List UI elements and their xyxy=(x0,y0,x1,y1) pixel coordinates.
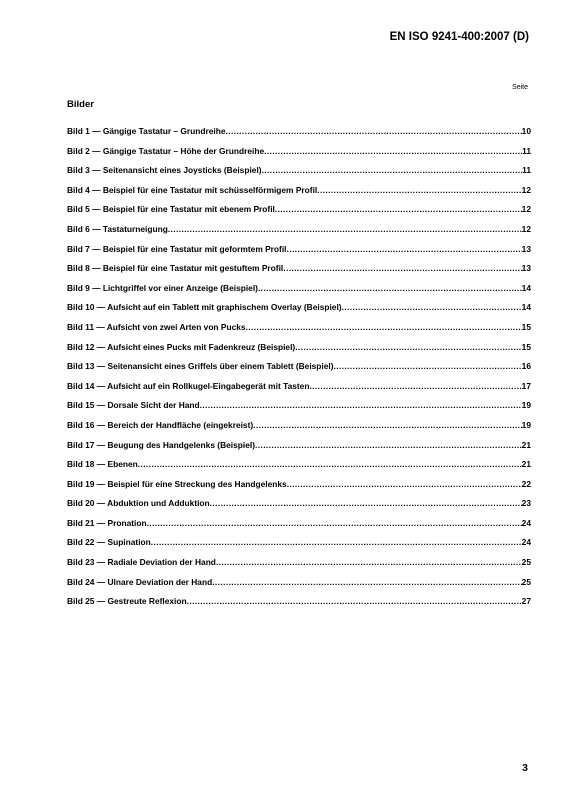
toc-entry-page: 25 xyxy=(521,557,531,568)
toc-entry-page: 12 xyxy=(521,184,531,195)
toc-entry[interactable] xyxy=(67,479,531,499)
toc-entry-page: 16 xyxy=(521,361,531,372)
toc-entry[interactable] xyxy=(67,361,531,381)
toc-entry-page: 14 xyxy=(521,302,531,313)
toc-entry-page: 21 xyxy=(521,439,531,450)
toc-entry[interactable] xyxy=(67,204,531,224)
dot-leader xyxy=(258,283,522,293)
toc-entry-page: 17 xyxy=(521,380,531,391)
toc-entry-label: Bild 25 — Gestreute Reflexion xyxy=(67,596,187,607)
toc-entry-page: 25 xyxy=(521,576,531,587)
toc-entry-page: 10 xyxy=(521,126,531,136)
toc-entry-page: 11 xyxy=(522,165,531,176)
dot-leader xyxy=(264,146,522,156)
dot-leader xyxy=(262,165,523,175)
figure-list xyxy=(67,126,531,616)
toc-entry-label: Bild 21 — Pronation xyxy=(67,517,147,528)
toc-entry-page: 23 xyxy=(521,498,531,509)
dot-leader xyxy=(212,577,521,587)
toc-entry[interactable] xyxy=(67,557,531,577)
toc-entry[interactable] xyxy=(67,185,531,205)
toc-entry-label: Bild 12 — Aufsicht eines Pucks mit Fadenkreuz (Beispiel) xyxy=(67,341,296,352)
toc-entry-label: Bild 9 — Lichtgriffel vor einer Anzeige (Beispiel) xyxy=(67,282,258,293)
toc-entry[interactable] xyxy=(67,244,531,264)
toc-entry-label: Bild 8 — Beispiel für eine Tastatur mit gestuftem Profil xyxy=(67,263,284,274)
dot-leader xyxy=(334,361,522,371)
toc-entry-label: Bild 6 — Tastaturneigung xyxy=(67,223,168,234)
toc-entry-page: 24 xyxy=(521,517,531,528)
toc-entry-page: 19 xyxy=(521,400,531,411)
dot-leader xyxy=(342,302,522,312)
toc-entry-label: Bild 1 — Gängige Tastatur – Grundreihe xyxy=(67,126,226,136)
dot-leader xyxy=(210,498,522,508)
toc-entry[interactable] xyxy=(67,537,531,557)
toc-entry-page: 24 xyxy=(521,537,531,548)
document-header: EN ISO 9241-400:2007 (D) xyxy=(389,31,529,43)
dot-leader xyxy=(246,322,522,332)
toc-entry-label: Bild 4 — Beispiel für eine Tastatur mit schüsselförmigem Profil xyxy=(67,184,318,195)
toc-entry-page: 15 xyxy=(521,321,531,332)
toc-entry[interactable] xyxy=(67,302,531,322)
dot-leader xyxy=(138,459,522,469)
toc-entry-page: 15 xyxy=(521,341,531,352)
toc-entry-page: 27 xyxy=(521,596,531,607)
dot-leader xyxy=(168,224,522,234)
toc-entry[interactable] xyxy=(67,498,531,518)
dot-leader xyxy=(287,244,522,254)
dot-leader xyxy=(200,400,522,410)
dot-leader xyxy=(309,381,521,391)
toc-entry[interactable] xyxy=(67,165,531,185)
page-column-label: Seite xyxy=(512,84,528,91)
toc-entry-label: Bild 14 — Aufsicht auf ein Rollkugel-Eingabegerät mit Tasten xyxy=(67,380,310,391)
dot-leader xyxy=(283,263,521,273)
toc-entry[interactable] xyxy=(67,126,531,146)
dot-leader xyxy=(216,557,522,567)
toc-entry-label: Bild 18 — Ebenen xyxy=(67,459,138,470)
toc-entry[interactable] xyxy=(67,400,531,420)
toc-entry-page: 11 xyxy=(522,145,531,156)
toc-entry[interactable] xyxy=(67,577,531,597)
toc-entry-label: Bild 13 — Seitenansicht eines Griffels über einem Tablett (Beispiel) xyxy=(67,361,334,372)
toc-entry[interactable] xyxy=(67,283,531,303)
dot-leader xyxy=(295,342,521,352)
toc-entry-page: 12 xyxy=(521,223,531,234)
toc-entry-page: 13 xyxy=(521,243,531,254)
toc-entry[interactable] xyxy=(67,459,531,479)
dot-leader xyxy=(253,420,522,430)
toc-entry-page: 19 xyxy=(521,419,531,430)
toc-entry-label: Bild 3 — Seitenansicht eines Joysticks (Beispiel) xyxy=(67,165,262,176)
section-title: Bilder xyxy=(67,99,94,110)
dot-leader xyxy=(275,204,522,214)
toc-entry-label: Bild 16 — Bereich der Handfläche (eingekreist) xyxy=(67,419,254,430)
toc-entry-page: 13 xyxy=(521,263,531,274)
toc-entry-label: Bild 22 — Supination xyxy=(67,537,151,548)
toc-entry[interactable] xyxy=(67,342,531,362)
toc-entry-label: Bild 24 — Ulnare Deviation der Hand xyxy=(67,576,213,587)
toc-entry-label: Bild 20 — Abduktion und Adduktion xyxy=(67,498,210,509)
toc-entry-label: Bild 19 — Beispiel für eine Streckung des Handgelenks xyxy=(67,478,287,489)
dot-leader xyxy=(226,126,522,136)
toc-entry[interactable] xyxy=(67,440,531,460)
toc-entry-label: Bild 15 — Dorsale Sicht der Hand xyxy=(67,400,200,411)
toc-entry-label: Bild 23 — Radiale Deviation der Hand xyxy=(67,557,216,568)
toc-entry[interactable] xyxy=(67,263,531,283)
toc-entry-label: Bild 10 — Aufsicht auf ein Tablett mit graphischem Overlay (Beispiel) xyxy=(67,302,342,313)
toc-entry[interactable] xyxy=(67,518,531,538)
page-number: 3 xyxy=(522,762,528,774)
toc-entry[interactable] xyxy=(67,596,531,616)
toc-entry-label: Bild 7 — Beispiel für eine Tastatur mit geformtem Profil xyxy=(67,243,287,254)
toc-entry-page: 21 xyxy=(521,459,531,470)
dot-leader xyxy=(287,479,522,489)
toc-entry[interactable] xyxy=(67,322,531,342)
toc-entry[interactable] xyxy=(67,381,531,401)
dot-leader xyxy=(317,185,521,195)
toc-entry-label: Bild 2 — Gängige Tastatur – Höhe der Grundreihe xyxy=(67,145,265,156)
toc-entry-label: Bild 17 — Beugung des Handgelenks (Beispiel) xyxy=(67,439,256,450)
dot-leader xyxy=(147,518,522,528)
dot-leader xyxy=(255,440,522,450)
toc-entry-page: 22 xyxy=(521,478,531,489)
toc-entry-label: Bild 11 — Aufsicht von zwei Arten von Pucks xyxy=(67,321,246,332)
toc-entry-page: 14 xyxy=(521,282,531,293)
toc-entry[interactable] xyxy=(67,224,531,244)
dot-leader xyxy=(151,537,522,547)
toc-entry-page: 12 xyxy=(521,204,531,215)
toc-entry[interactable] xyxy=(67,420,531,440)
dot-leader xyxy=(187,596,522,606)
toc-entry[interactable] xyxy=(67,146,531,166)
toc-entry-label: Bild 5 — Beispiel für eine Tastatur mit ebenem Profil xyxy=(67,204,275,215)
